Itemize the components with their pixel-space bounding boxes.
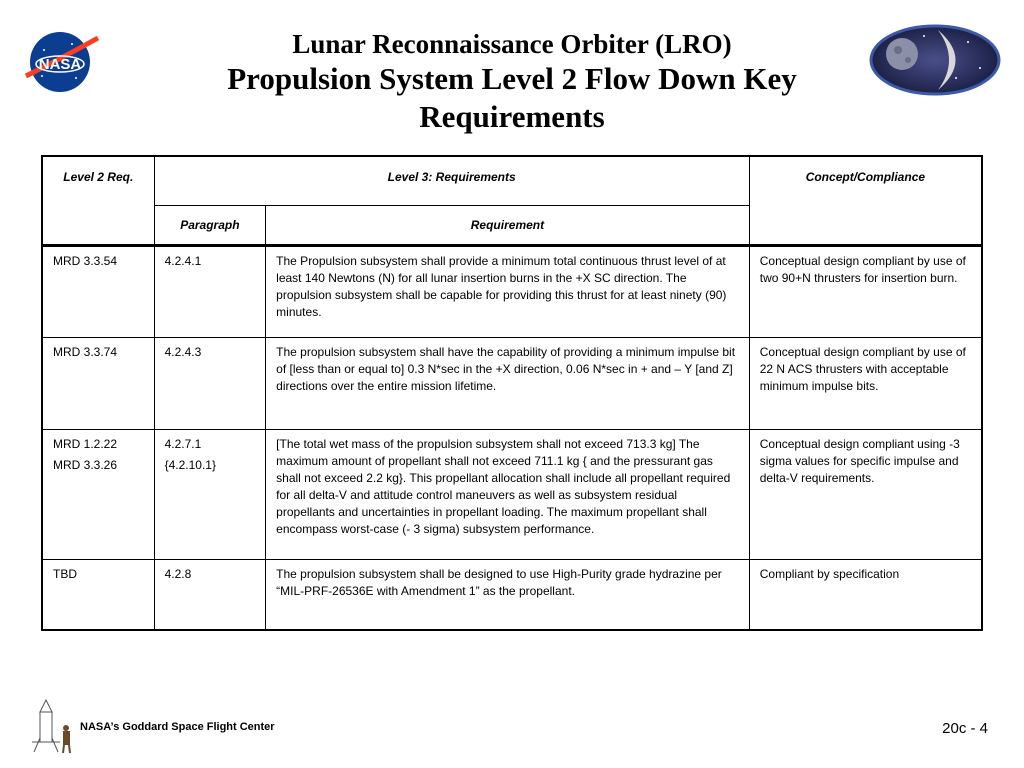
table-row bbox=[42, 338, 982, 430]
cell-level2: MRD 1.2.22 MRD 3.3.26 bbox=[42, 430, 154, 560]
title-line-2: Propulsion System Level 2 Flow Down Key bbox=[227, 61, 797, 96]
title-line-3: Requirements bbox=[419, 99, 605, 134]
cell-requirement: [The total wet mass of the propulsion subsystem shall not exceed 713.3 kg] The maximum amount of propellant shall not exceed 711.1 kg { and the pressurant gas shall not exceed 2.2 kg}. This propellant allocation shall include all propellant required for all delta-V and attitude control maneuvers as well as subsystem residual propellants and uncertainties in propellant loading. The maximum propellant shall encompass worst-case (- 3 sigma) subsystem performance. bbox=[266, 430, 750, 560]
cell-concept: Compliant by specification bbox=[749, 560, 982, 631]
cell-level2: MRD 3.3.74 bbox=[42, 338, 154, 430]
cell-requirement: The Propulsion subsystem shall provide a minimum total continuous thrust level of at least 140 Newtons (N) for all lunar insertion burns in the +X SC direction. The propulsion subsystem shall be capable for providing this thrust for at least ninety (90) minutes. bbox=[266, 246, 750, 338]
cell-level2: TBD bbox=[42, 560, 154, 631]
footer-center-name: NASA’s Goddard Space Flight Center bbox=[80, 721, 275, 733]
cell-paragraph: 4.2.4.1 bbox=[154, 246, 266, 338]
goddard-rocket-icon bbox=[28, 698, 76, 754]
header-level2-req: Level 2 Req. bbox=[42, 156, 154, 246]
cell-paragraph: 4.2.8 bbox=[154, 560, 266, 631]
lro-logo bbox=[868, 24, 1002, 96]
requirements-table bbox=[41, 155, 983, 631]
cell-concept: Conceptual design compliant by use of 22 N ACS thrusters with acceptable minimum impulse bits. bbox=[749, 338, 982, 430]
table-row bbox=[42, 560, 982, 631]
nasa-logo bbox=[22, 28, 102, 94]
cell-paragraph: 4.2.4.3 bbox=[154, 338, 266, 430]
header-paragraph: Paragraph bbox=[154, 206, 266, 246]
title-line-1: Lunar Reconnaissance Orbiter (LRO) bbox=[292, 29, 732, 59]
cell-requirement: The propulsion subsystem shall have the capability of providing a minimum impulse bit of [less than or equal to] 0.3 N*sec in the +X direction, 0.06 N*sec in + and – Y [and Z] directions over the entire mission lifetime. bbox=[266, 338, 750, 430]
cell-concept: Conceptual design compliant by use of two 90+N thrusters for insertion burn. bbox=[749, 246, 982, 338]
header-concept-compliance: Concept/Compliance bbox=[749, 156, 982, 246]
page-title bbox=[150, 28, 874, 136]
nasa-logo-text: NASA bbox=[38, 56, 82, 73]
page-number: 20c - 4 bbox=[942, 720, 988, 737]
cell-concept: Conceptual design compliant using -3 sigma values for specific impulse and delta-V requirements. bbox=[749, 430, 982, 560]
cell-paragraph: 4.2.7.1 {4.2.10.1} bbox=[154, 430, 266, 560]
header-requirement: Requirement bbox=[266, 206, 750, 246]
cell-requirement: The propulsion subsystem shall be designed to use High-Purity grade hydrazine per “MIL-PRF-26536E with Amendment 1” as the propellant. bbox=[266, 560, 750, 631]
table-row bbox=[42, 246, 982, 338]
cell-level2: MRD 3.3.54 bbox=[42, 246, 154, 338]
header-level3-requirements: Level 3: Requirements bbox=[154, 156, 749, 206]
table-row bbox=[42, 430, 982, 560]
